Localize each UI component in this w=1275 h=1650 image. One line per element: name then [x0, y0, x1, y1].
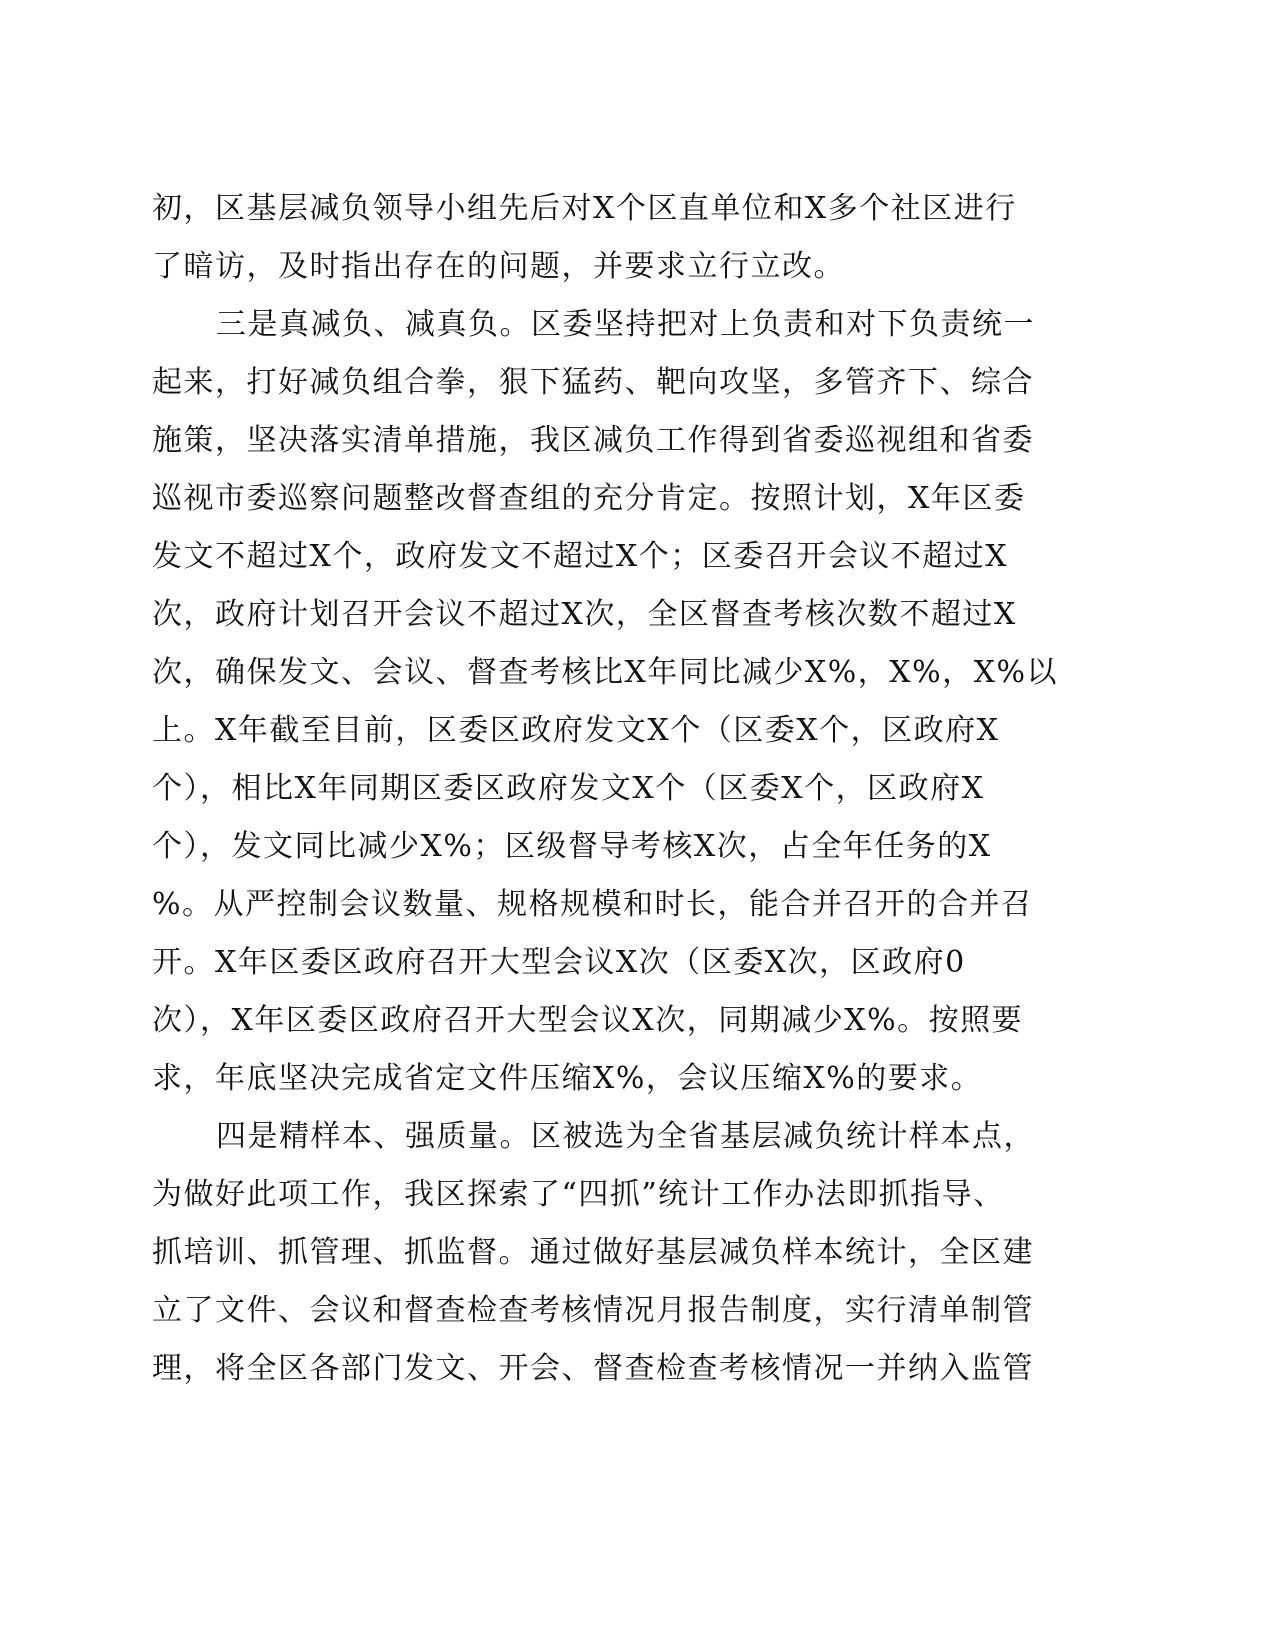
text-line: 开。X年区委区政府召开大型会议X次（区委X次，区政府0 [152, 945, 966, 980]
text-line: %。从严控制会议数量、规格规模和时长，能合并召开的合并召 [152, 887, 1033, 922]
text-line: 求，年底坚决完成省定文件压缩X%，会议压缩X%的要求。 [152, 1061, 983, 1096]
paragraph-start-line: 四是精样本、强质量。区被选为全省基层减负统计样本点， [216, 1119, 1035, 1154]
text-line: 上。X年截至目前，区委区政府发文X个（区委X个，区政府X [152, 713, 1000, 748]
paragraph-start-line: 三是真减负、减真负。区委坚持把对上负责和对下负责统一 [216, 307, 1035, 342]
text-line: 初，区基层减负领导小组先后对X个区直单位和X多个社区进行 [152, 191, 1017, 226]
text-line: 理，将全区各部门发文、开会、督查检查考核情况一并纳入监管 [152, 1351, 1034, 1386]
text-line: 次，政府计划召开会议不超过X次，全区督查考核次数不超过X [152, 597, 1017, 632]
text-line: 立了文件、会议和督查检查考核情况月报告制度，实行清单制管 [152, 1293, 1034, 1328]
text-line: 为做好此项工作，我区探索了“四抓”统计工作办法即抓指导、 [152, 1177, 1005, 1212]
text-line: 施策，坚决落实清单措施，我区减负工作得到省委巡视组和省委 [152, 423, 1034, 458]
text-line: 了暗访，及时指出存在的问题，并要求立行立改。 [152, 249, 845, 284]
text-line: 次），X年区委区政府召开大型会议X次，同期减少X%。按照要 [152, 1003, 1024, 1038]
text-line: 次，确保发文、会议、督查考核比X年同比减少X%，X%，X%以 [152, 655, 1058, 690]
text-line: 抓培训、抓管理、抓监督。通过做好基层减负样本统计，全区建 [152, 1235, 1034, 1270]
text-line: 发文不超过X个，政府发文不超过X个；区委召开会议不超过X [152, 539, 1009, 574]
body-text [152, 180, 1152, 1398]
text-line: 个），相比X年同期区委区政府发文X个（区委X个，区政府X [152, 771, 985, 806]
text-line: 起来，打好减负组合拳，狠下猛药、靶向攻坚，多管齐下、综合 [152, 365, 1034, 400]
text-line: 巡视市委巡察问题整改督查组的充分肯定。按照计划，X年区委 [152, 481, 1026, 516]
text-line: 个），发文同比减少X%；区级督导考核X次，占全年任务的X [152, 829, 992, 864]
